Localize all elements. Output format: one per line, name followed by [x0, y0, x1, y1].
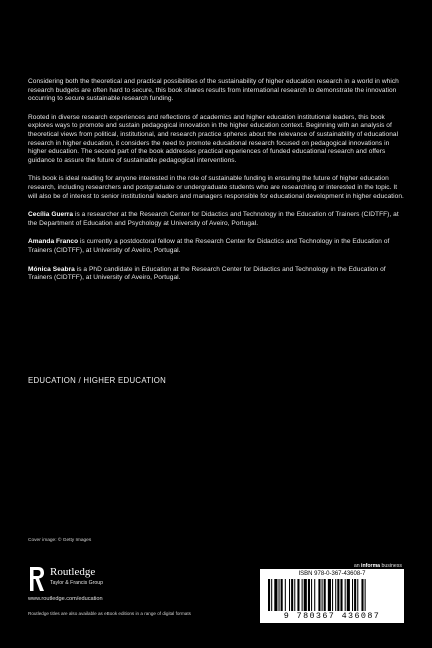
barcode-bar	[268, 579, 270, 611]
barcode-bar	[304, 579, 307, 611]
subject-category: EDUCATION / HIGHER EDUCATION	[28, 376, 167, 385]
ean-digits: 9 780367 436087	[283, 611, 381, 621]
author-name-1: Cecília Guerra	[28, 211, 74, 219]
barcode-bar	[337, 579, 339, 611]
barcode-bar	[285, 579, 286, 611]
barcode-bar	[365, 579, 366, 611]
barcode-bar	[345, 579, 346, 611]
barcode-bar	[281, 579, 283, 611]
barcode-bar	[328, 579, 331, 611]
barcode-bar	[322, 579, 323, 611]
barcode-bar	[308, 579, 310, 611]
barcode-bar	[311, 579, 312, 611]
author-bio-3	[28, 266, 404, 283]
author-bio-text-3: is a PhD candidate in Education at the Research Center for Didactics and Technology in the Education of Trainers (CIDTFF), at University of Aveiro, Portugal.	[28, 265, 386, 282]
book-description	[28, 78, 404, 293]
barcode-bar	[271, 579, 272, 611]
description-paragraph-1: Considering both the theoretical and practical possibilities of the sustainability of higher education research in a world in which research budgets are often hard to secure, this book shares results from international research to demonstrate the innovation occurring to secure sustainable research funding.	[28, 78, 399, 103]
author-bio-text-2: is currently a postdoctoral fellow at the Research Center for Didactics and Technology in the Education of Trainers (CIDTFF), at University of Aveiro, Portugal.	[28, 238, 390, 254]
ebook-note: Routledge titles are also available as eBook editions in a range of digital formats	[28, 611, 191, 616]
barcode-bar	[340, 579, 342, 611]
publisher-group: Taylor & Francis Group	[50, 580, 104, 586]
barcode-bar	[297, 579, 299, 611]
publisher-name: Routledge	[50, 566, 96, 578]
barcode-bar	[354, 579, 356, 611]
publisher-url: www.routledge.com/education	[28, 596, 103, 602]
barcode-bar	[302, 579, 303, 611]
barcode-bar	[357, 579, 358, 611]
informa-brand: informa	[361, 563, 381, 569]
barcode-bar	[294, 579, 295, 611]
barcode-bar	[347, 579, 350, 611]
informa-suffix: business	[380, 563, 402, 569]
author-name-2: Amanda Franco	[28, 238, 79, 246]
barcode-bar	[361, 579, 363, 611]
barcode-bar	[324, 579, 326, 611]
barcode-bar	[332, 579, 333, 611]
author-bio-2	[28, 238, 404, 255]
barcode-bar	[318, 579, 320, 611]
author-bio-1	[28, 211, 404, 228]
author-bio-text-1: is a researcher at the Research Center for Didactics and Technology in the Education of Trainers (CIDTFF), at the Department of Education and Psychology at University of Aveiro, Portugal.	[28, 211, 399, 227]
informa-prefix: an	[353, 563, 362, 569]
author-name-3: Mónica Seabra	[28, 265, 75, 273]
cover-image-credit: Cover image: © Getty Images	[28, 538, 92, 543]
routledge-r-logo-icon	[28, 565, 46, 593]
description-paragraph-3: This book is ideal reading for anyone interested in the role of sustainable funding in ensuring the future of higher education research, including researchers and postgraduate or undergraduate students who are researching or interested in the topic. It will also be of interest to senior institutional leaders and managers responsible for educational development in higher education.	[28, 175, 404, 200]
isbn-label: ISBN 978-0-367-43608-7	[298, 571, 366, 577]
description-paragraph-2: Rooted in diverse research experiences and reflections of academics and higher education institutional leaders, this book explores ways to promote and sustain pedagogical innovation in the higher education context. Beginning with an analysis of theoretical views from political, institutional, and research practice spheres about the relevance of sustainability of educational research in higher education, it considers the need to promote educational research focused on pedagogical innovations in higher education. The second part of the book addresses practical experiences of funded educational research and offers guidance to assure the future of sustainable pedagogical interventions.	[28, 113, 399, 164]
barcode-bar	[291, 579, 293, 611]
barcode-bar	[352, 579, 353, 611]
barcode-bar	[335, 579, 336, 611]
barcode-bar	[274, 579, 277, 611]
barcode-bar	[279, 579, 280, 611]
isbn-barcode-block	[260, 569, 404, 623]
ean13-barcode-icon	[268, 579, 396, 611]
barcode-bar	[289, 579, 290, 611]
barcode-bar	[314, 579, 315, 611]
